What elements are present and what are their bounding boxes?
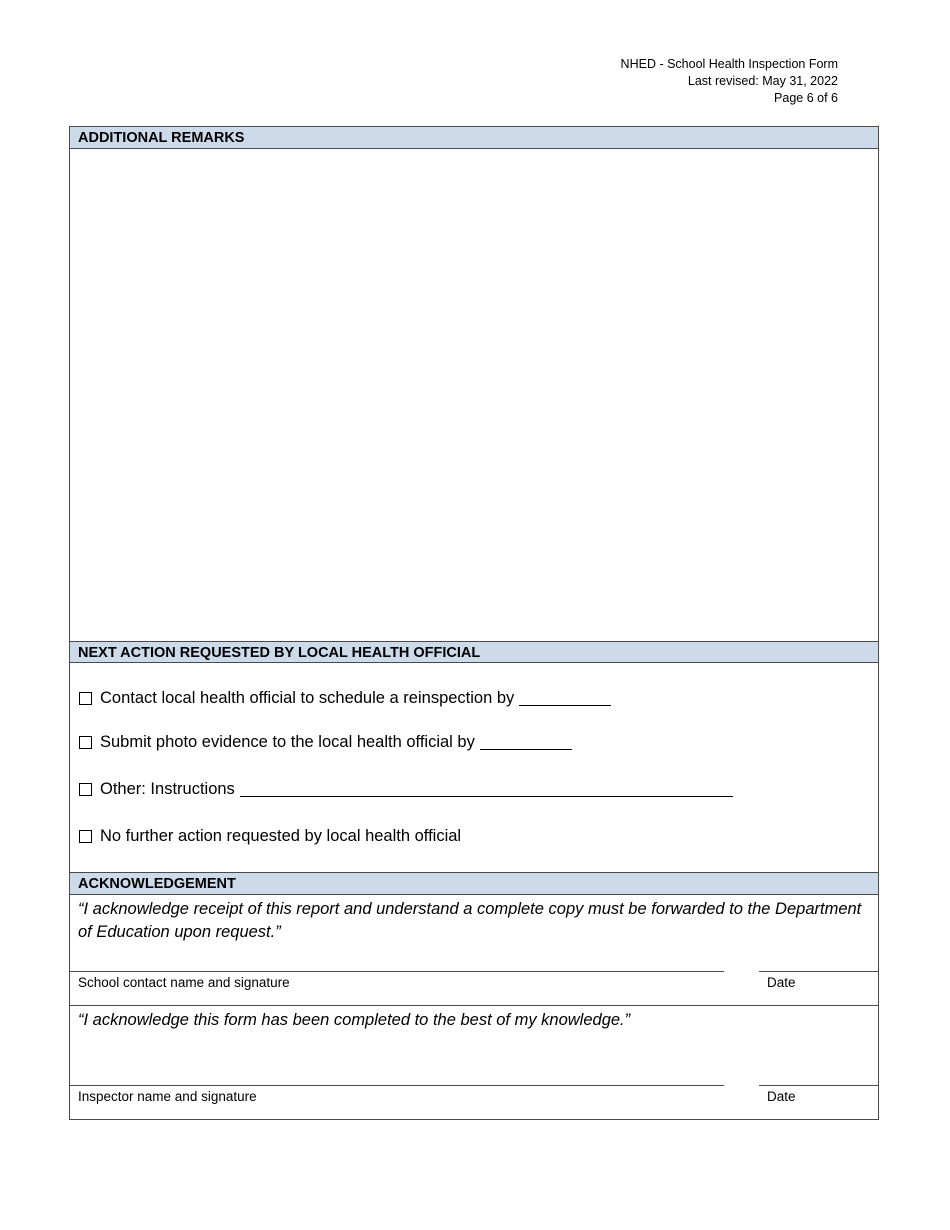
photo-evidence-checkbox[interactable] [79, 736, 92, 749]
form-title: NHED - School Health Inspection Form [620, 57, 838, 71]
other-label: Other: Instructions [100, 780, 235, 798]
reinspection-checkbox[interactable] [79, 692, 92, 705]
revision-date: Last revised: May 31, 2022 [687, 74, 838, 88]
inspector-signature-field[interactable] [70, 1085, 724, 1119]
next-action-heading: NEXT ACTION REQUESTED BY LOCAL HEALTH OFFICIAL [70, 641, 878, 663]
additional-remarks-heading: ADDITIONAL REMARKS [70, 127, 878, 149]
acknowledgement-quote-receipt: “I acknowledge receipt of this report and understand a complete copy must be forwarded to the Department of Education upon request.” [78, 900, 862, 941]
action-no-further [79, 813, 878, 860]
school-contact-date-field[interactable] [759, 971, 878, 1005]
next-action-list [70, 663, 878, 873]
acknowledgement-heading: ACKNOWLEDGEMENT [70, 873, 878, 895]
other-checkbox[interactable] [79, 783, 92, 796]
no-further-action-checkbox[interactable] [79, 830, 92, 843]
reinspection-date-field[interactable] [519, 691, 611, 706]
no-further-action-label: No further action requested by local health official [100, 827, 462, 845]
inspector-date-label: Date [767, 1089, 796, 1104]
school-contact-label: School contact name and signature [78, 975, 290, 990]
school-contact-signature-row [70, 971, 878, 1006]
additional-remarks-field[interactable] [70, 149, 878, 641]
page-header [621, 56, 838, 107]
inspector-label: Inspector name and signature [78, 1089, 257, 1104]
action-reinspection [79, 677, 878, 719]
reinspection-label: Contact local health official to schedule a reinspection by [100, 688, 515, 707]
inspector-date-field[interactable] [759, 1085, 878, 1119]
photo-evidence-date-field[interactable] [480, 735, 572, 750]
acknowledgement-quote-completed: “I acknowledge this form has been completed to the best of my knowledge.” [78, 1011, 631, 1029]
inspection-form-table [69, 126, 879, 1120]
other-instructions-field[interactable] [240, 782, 733, 797]
action-other [79, 766, 878, 813]
photo-evidence-label: Submit photo evidence to the local health official by [100, 733, 475, 751]
action-photo-evidence [79, 719, 878, 766]
inspector-signature-row [70, 1085, 878, 1119]
school-contact-date-label: Date [767, 975, 796, 990]
school-contact-signature-field[interactable] [70, 971, 724, 1005]
page-number: Page 6 of 6 [774, 91, 838, 105]
